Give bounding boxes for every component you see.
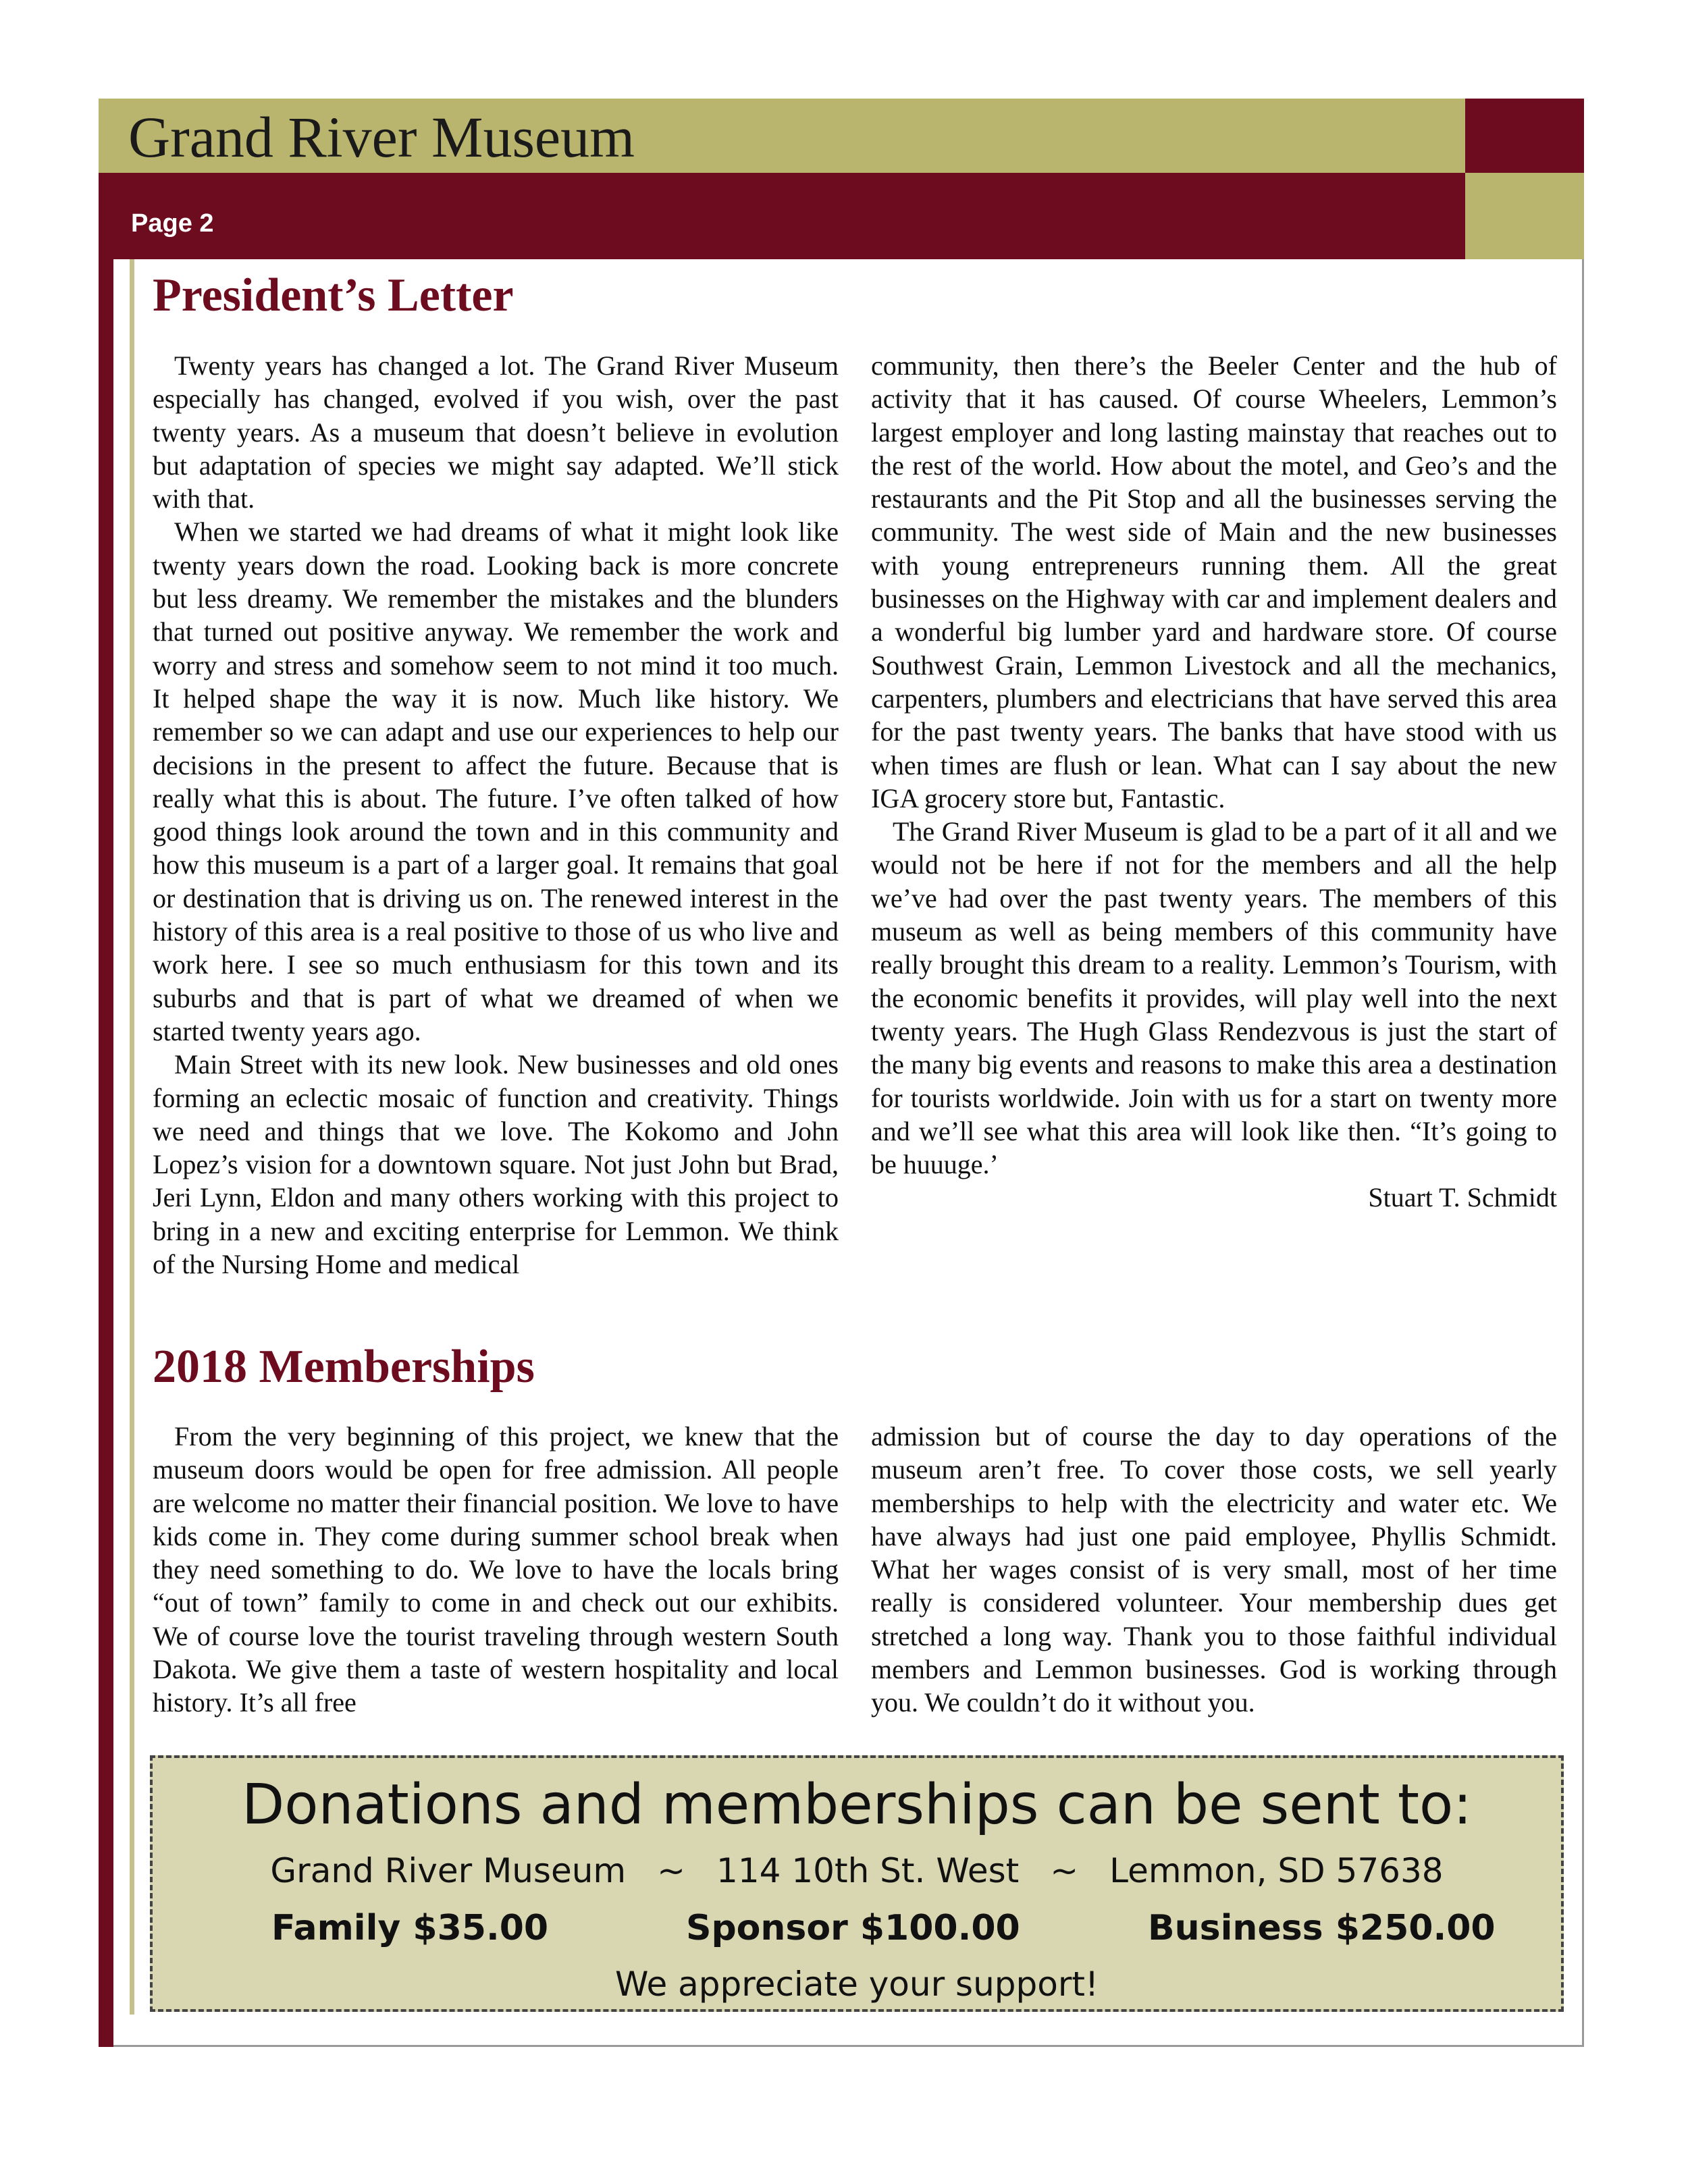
tier-family: Family $35.00 [271, 1908, 549, 1948]
memberships-paragraph: admission but of course the day to day operations of the museum aren’t free. To cover those costs, we sell yearly memberships to help with the electricity and water etc. We have always had just one paid employee, Phyllis Schmidt. What her wages consist of is very small, most of her time really is considered volunteer. Your membership dues get stretched a long way. Thank you to those faithful individual members and Lemmon businesses. God is working through you. We couldn’t do it without you. [871, 1421, 1557, 1718]
header-page-band [99, 173, 1465, 259]
address-street: 114 10th St. West [716, 1851, 1020, 1890]
memberships-paragraph: From the very beginning of this project, we knew that the museum doors would be open for free admission. All people are welcome no matter their financial position. We love to have kids come in. They come during summer school break when they need something to do. We love to have the locals bring “out of town” family to come in and check out our exhibits. We of course love the tourist traveling through western South Dakota. We give them a taste of western hospitality and local history. It’s all free [153, 1421, 839, 1718]
presidents-letter-column-1 [153, 349, 839, 1281]
donations-title: Donations and memberships can be sent to: [242, 1773, 1472, 1837]
left-accent-bar [99, 259, 113, 2047]
donations-box [150, 1755, 1564, 2012]
letter-signature: Stuart T. Schmidt [1368, 1182, 1557, 1213]
presidents-letter-column-2 [871, 349, 1557, 1215]
address-name: Grand River Museum [270, 1851, 627, 1890]
letter-paragraph: Twenty years has changed a lot. The Grand River Museum especially has changed, evolved if you wish, over the past twenty years. As a museum that doesn’t believe in evolution but adaptation of species we might say adapted. We’ll stick with that. [153, 350, 839, 514]
memberships-column-1 [153, 1420, 839, 1720]
left-accent-rule [130, 259, 134, 2015]
address-separator: ~ [657, 1851, 686, 1890]
address-city: Lemmon, SD 57638 [1109, 1851, 1444, 1890]
header-corner-block [1465, 99, 1584, 173]
newsletter-title: Grand River Museum [128, 105, 635, 169]
memberships-column-2 [871, 1420, 1557, 1720]
header-corner-block-olive [1465, 173, 1584, 259]
letter-paragraph: community, then there’s the Beeler Center and the hub of activity that it has caused. Of course Wheelers, Lemmon’s largest employer and long lasting mainstay that reaches out to the rest of the world. How about the motel, and Geo’s and the restaurants and the Pit Stop and all the businesses serving the community. The west side of Main and the new businesses with young entrepreneurs running them. All the great businesses on the Highway with car and implement dealers and a wonderful big lumber yard and hardware store. Of course Southwest Grain, Lemmon Livestock and all the mechanics, carpenters, plumbers and electricians that have served this area for the past twenty years. The banks that have stood with us when times are flush or lean. What can I say about the new IGA grocery store but, Fantastic. [871, 350, 1557, 814]
tier-business: Business $250.00 [1148, 1908, 1496, 1948]
page-number-label: Page 2 [131, 209, 214, 238]
donations-thanks: We appreciate your support! [614, 1965, 1099, 2004]
address-separator: ~ [1050, 1851, 1079, 1890]
donations-address [153, 1851, 1561, 1890]
letter-paragraph: Main Street with its new look. New businesses and old ones forming an eclectic mosaic of function and creativity. Things we need and things that we love. The Kokomo and John Lopez’s vision for a downtown square. Not just John but Brad, Jeri Lynn, Eldon and many others working with this project to bring in a new and exciting enterprise for Lemmon. We think of the Nursing Home and medical [153, 1049, 839, 1280]
tier-sponsor: Sponsor $100.00 [686, 1908, 1020, 1948]
letter-paragraph: The Grand River Museum is glad to be a part of it all and we would not be here if not for the members and all the help we’ve had over the past twenty years. The members of this museum as well as being members of this community have really brought this dream to a reality. Lemmon’s Tourism, with the economic benefits it provides, will play well into the next twenty years. The Hugh Glass Rendezvous is just the start of the many big events and reasons to make this area a destination for tourists worldwide. Join with us for a start on twenty more and we’ll see what this area will look like then. “It’s going to be huuuge.’ [871, 816, 1557, 1180]
memberships-heading: 2018 Memberships [153, 1341, 535, 1393]
presidents-letter-heading: President’s Letter [153, 269, 514, 321]
letter-paragraph: When we started we had dreams of what it might look like twenty years down the road. Looking back is more concrete but less dreamy. We remember the mistakes and the blunders that turned out positive anyway. We remember the work and worry and stress and somehow seem to not mind it too much. It helped shape the way it is now. Much like history. We remember so we can adapt and use our experiences to help our decisions in the present to affect the future. Because that is really what this is about. The future. I’ve often talked of how good things look around the town and in this community and how this museum is a part of a larger goal. It remains that goal or destination that is driving us on. The renewed interest in the history of this area is a real positive to those of us who live and work here. I see so much enthusiasm for this town and its suburbs and that is part of what we dreamed of when we started twenty years ago. [153, 516, 839, 1046]
